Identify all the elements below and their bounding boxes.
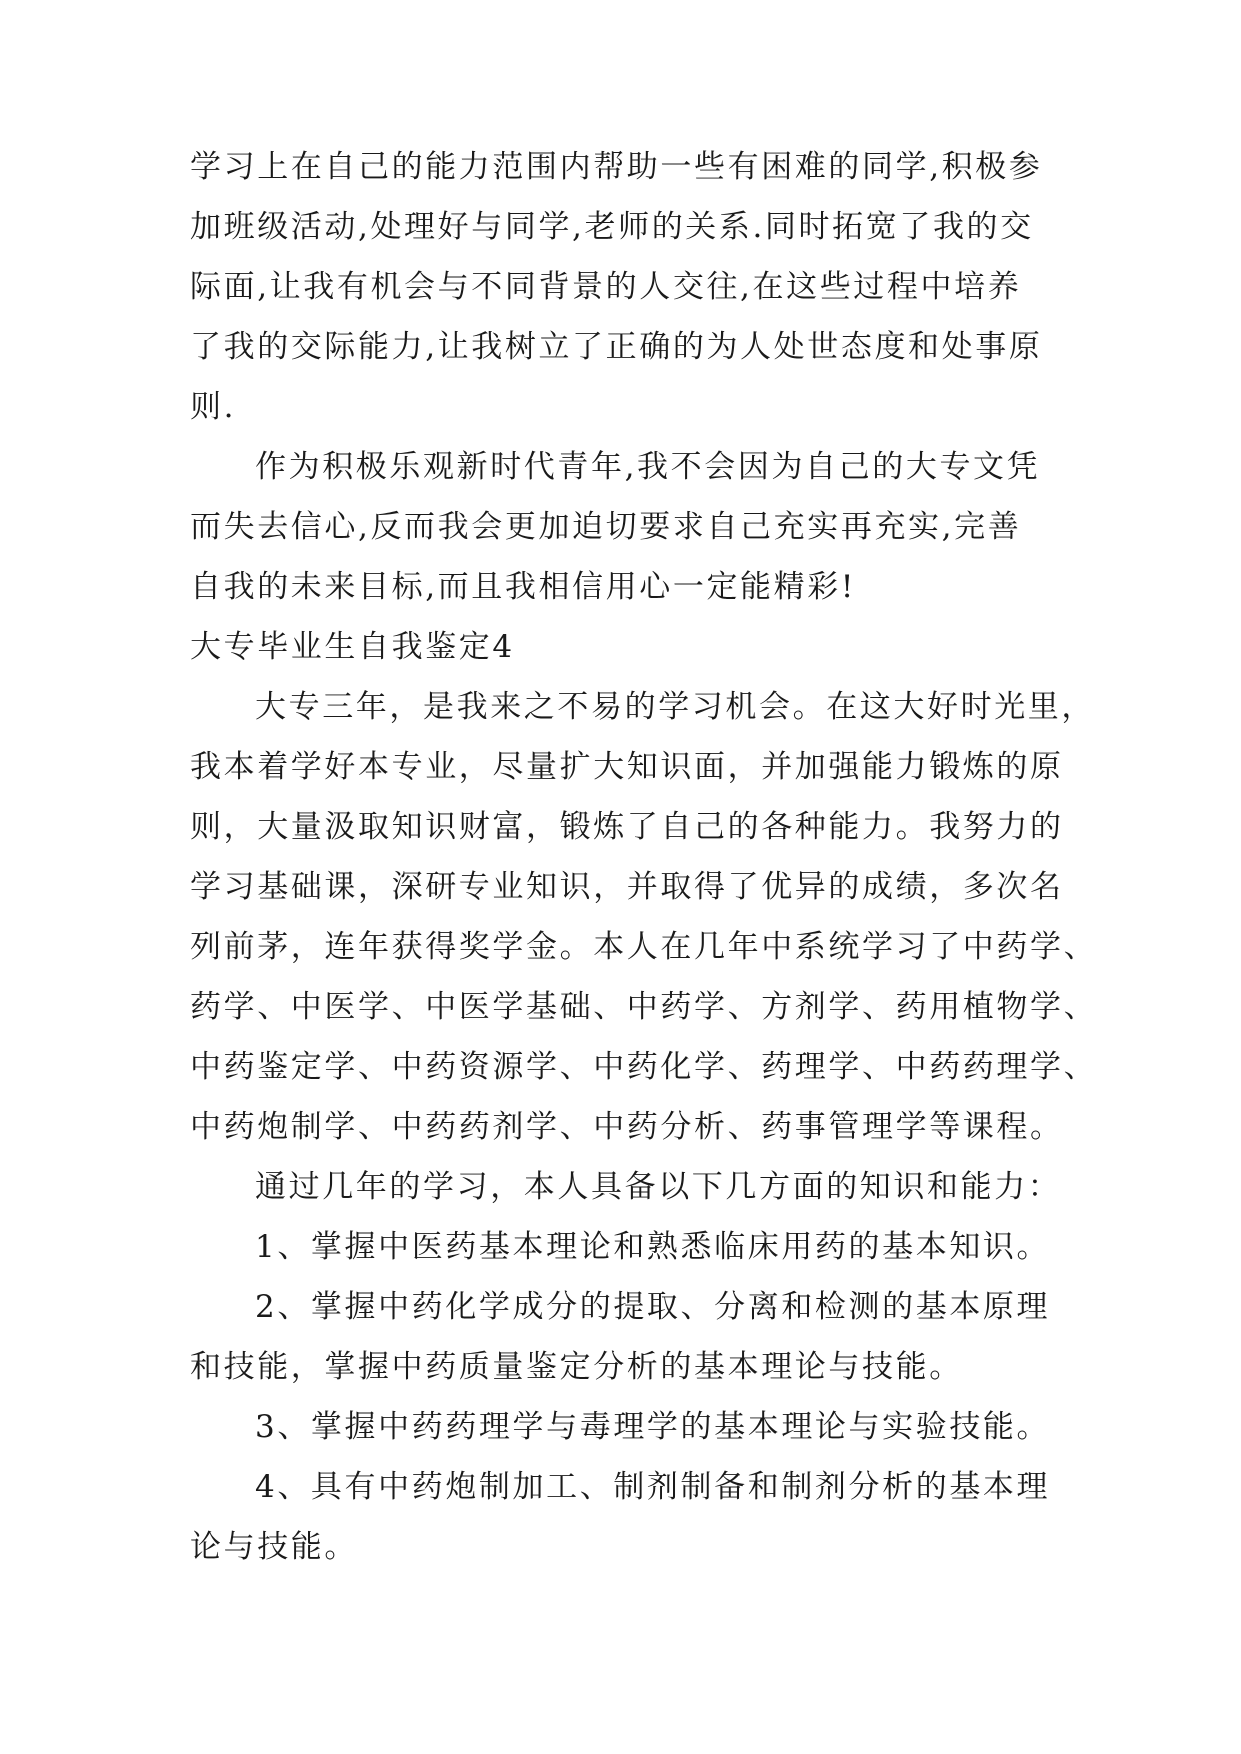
text-line: 和技能，掌握中药质量鉴定分析的基本理论与技能。 xyxy=(190,1349,963,1385)
text-line: 作为积极乐观新时代青年,我不会因为自己的大专文凭 xyxy=(255,449,1041,485)
text-line: 加班级活动,处理好与同学,老师的关系.同时拓宽了我的交 xyxy=(190,209,1034,245)
text-line: 则，大量汲取知识财富，锻炼了自己的各种能力。我努力的 xyxy=(190,809,1064,845)
text-line: 药学、中医学、中医学基础、中药学、方剂学、药用植物学、 xyxy=(190,989,1098,1025)
text-line: 我本着学好本专业，尽量扩大知识面，并加强能力锻炼的原 xyxy=(190,749,1064,785)
list-item: 3、掌握中药药理学与毒理学的基本理论与实验技能。 xyxy=(255,1409,1051,1445)
list-item: 2、掌握中药化学成分的提取、分离和检测的基本原理 xyxy=(255,1289,1051,1325)
text-line: 列前茅，连年获得奖学金。本人在几年中系统学习了中药学、 xyxy=(190,929,1098,965)
text-line: 际面,让我有机会与不同背景的人交往,在这些过程中培养 xyxy=(190,269,1022,305)
text-line: 大专三年，是我来之不易的学习机会。在这大好时光里， xyxy=(255,689,1095,725)
text-line: 论与技能。 xyxy=(190,1529,358,1565)
text-line: 而失去信心,反而我会更加迫切要求自己充实再充实,完善 xyxy=(190,509,1022,545)
text-line: 中药炮制学、中药药剂学、中药分析、药事管理学等课程。 xyxy=(190,1109,1064,1145)
text-line: 了我的交际能力,让我树立了正确的为人处世态度和处事原 xyxy=(190,329,1043,365)
text-line: 通过几年的学习，本人具备以下几方面的知识和能力： xyxy=(255,1169,1062,1205)
text-line: 中药鉴定学、中药资源学、中药化学、药理学、中药药理学、 xyxy=(190,1049,1098,1085)
list-item: 1、掌握中医药基本理论和熟悉临床用药的基本知识。 xyxy=(255,1229,1051,1265)
text-line: 自我的未来目标,而且我相信用心一定能精彩! xyxy=(190,569,856,605)
section-heading: 大专毕业生自我鉴定4 xyxy=(190,629,515,665)
list-item: 4、具有中药炮制加工、制剂制备和制剂分析的基本理 xyxy=(255,1469,1051,1505)
text-line: 学习基础课，深研专业知识，并取得了优异的成绩，多次名 xyxy=(190,869,1064,905)
text-line: 学习上在自己的能力范围内帮助一些有困难的同学,积极参 xyxy=(190,149,1043,185)
text-line: 则. xyxy=(190,389,237,425)
